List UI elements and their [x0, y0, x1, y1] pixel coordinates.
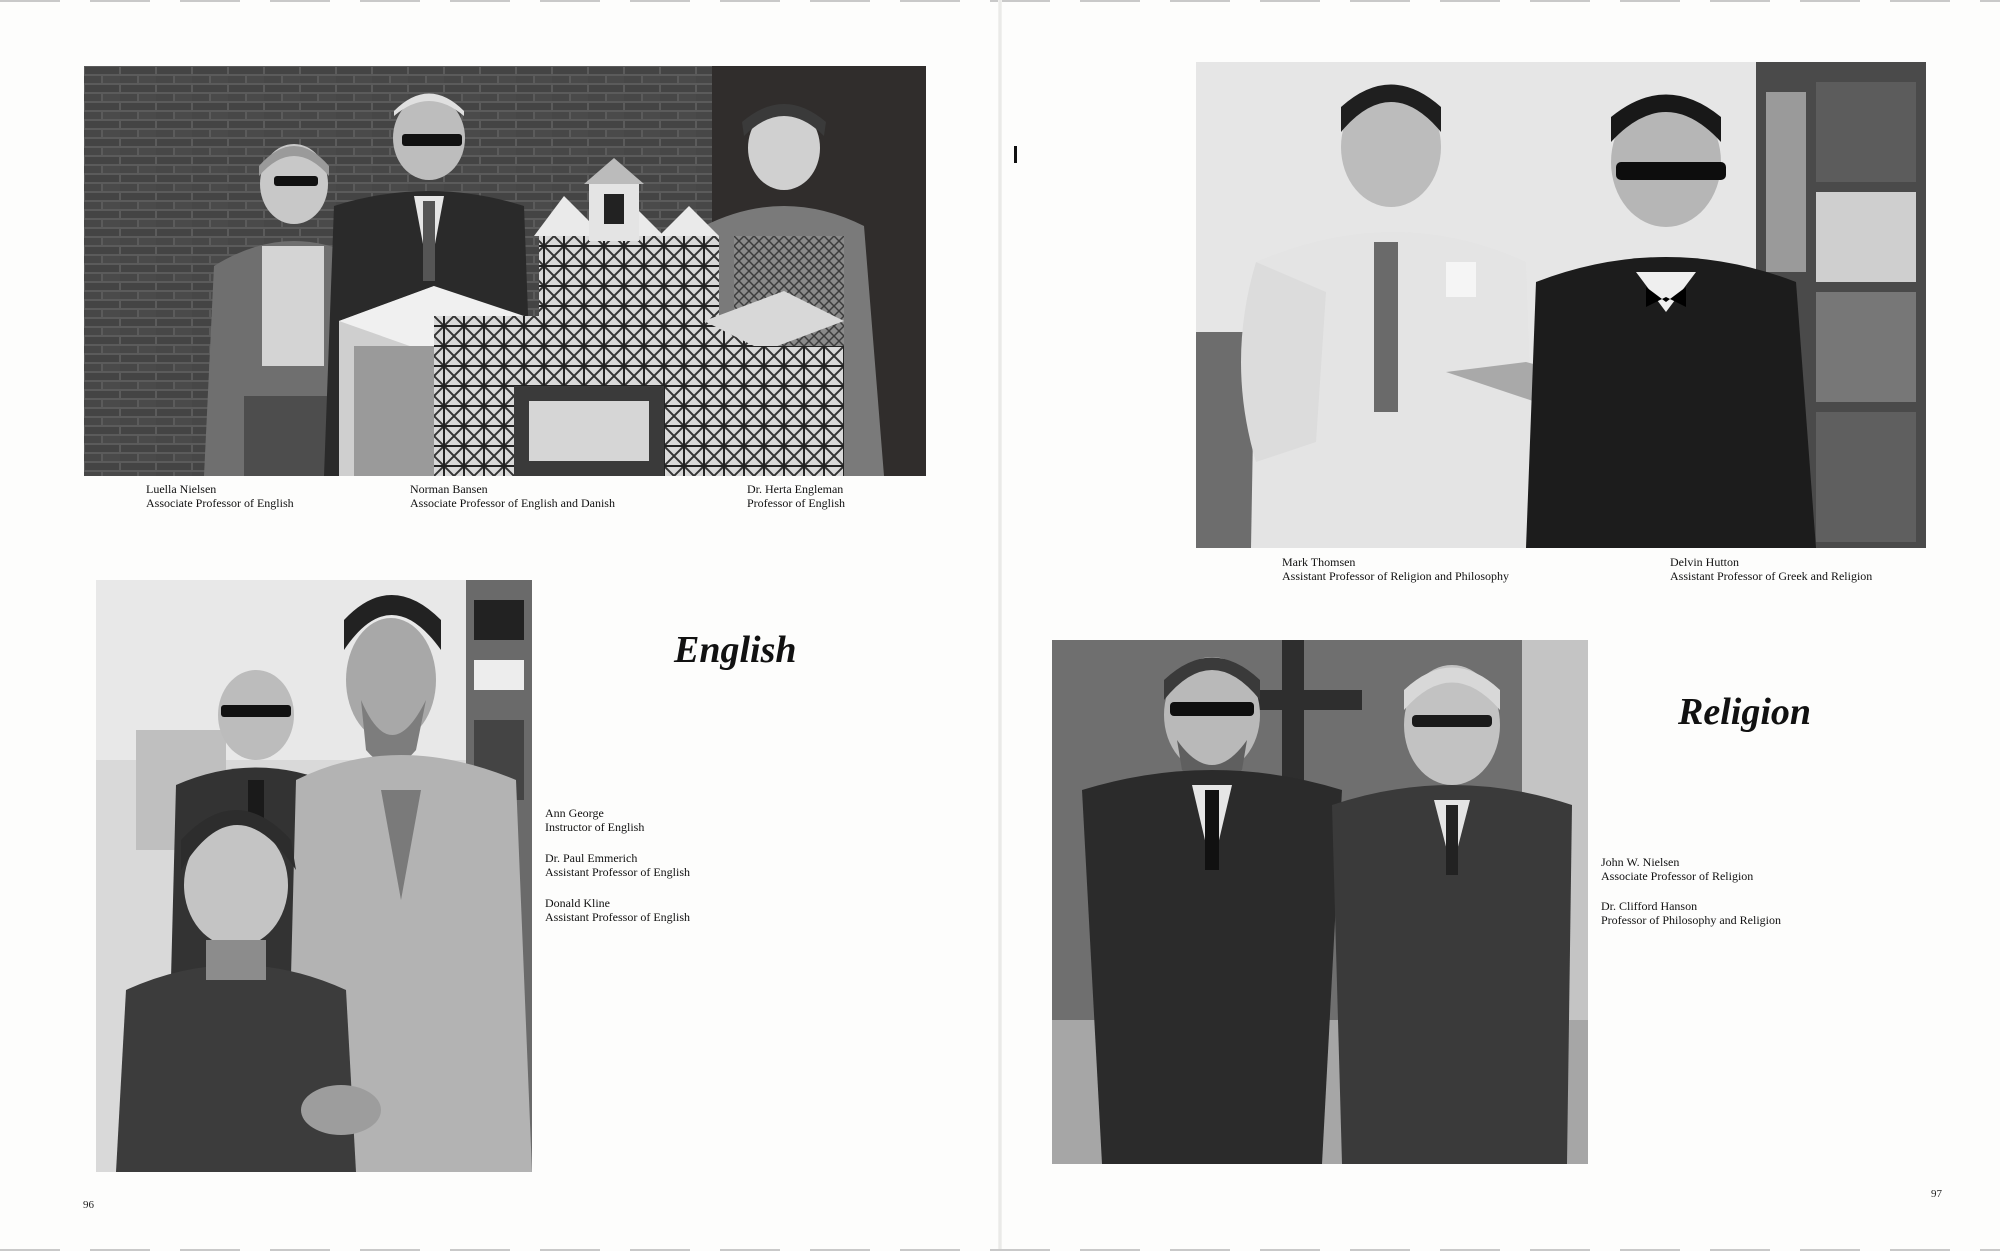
person-name: Mark Thomsen [1282, 555, 1356, 569]
section-title-english: English [674, 629, 797, 671]
person-title: Assistant Professor of Religion and Philosophy [1282, 569, 1509, 583]
caption-luella-nielsen [146, 482, 294, 510]
person-name: Dr. Clifford Hanson [1601, 899, 1698, 913]
caption-paul-emmerich [545, 851, 690, 879]
page-number-left: 96 [83, 1199, 94, 1211]
religion-faculty-library-photo [1196, 62, 1926, 548]
caption-donald-kline [545, 896, 690, 924]
caption-ann-george [545, 806, 644, 834]
person-name: Ann George [545, 806, 604, 820]
stray-print-mark [1014, 146, 1017, 163]
english-faculty-theater-photo [84, 66, 926, 476]
person-title: Instructor of English [545, 820, 645, 834]
section-title-religion: Religion [1678, 691, 1812, 733]
person-title: Professor of English [747, 496, 845, 510]
person-title: Assistant Professor of English [545, 865, 690, 879]
caption-norman-bansen [410, 482, 615, 510]
caption-herta-engleman [747, 482, 845, 510]
person-name: Luella Nielsen [146, 482, 217, 496]
caption-john-nielsen [1601, 855, 1753, 883]
person-name: Dr. Herta Engleman [747, 482, 844, 496]
person-title: Professor of Philosophy and Religion [1601, 913, 1781, 927]
person-title: Associate Professor of Religion [1601, 869, 1754, 883]
person-name: Norman Bansen [410, 482, 488, 496]
person-title: Associate Professor of English and Danish [410, 496, 615, 510]
person-title: Associate Professor of English [146, 496, 294, 510]
person-title: Assistant Professor of Greek and Religion [1670, 569, 1873, 583]
page-number-right: 97 [1931, 1188, 1942, 1200]
caption-mark-thomsen [1282, 555, 1509, 583]
person-name: Dr. Paul Emmerich [545, 851, 638, 865]
person-name: John W. Nielsen [1601, 855, 1680, 869]
person-name: Donald Kline [545, 896, 610, 910]
english-faculty-trio-photo [96, 580, 532, 1172]
person-title: Assistant Professor of English [545, 910, 690, 924]
caption-delvin-hutton [1670, 555, 1872, 583]
religion-faculty-chapel-photo [1052, 640, 1588, 1164]
person-name: Delvin Hutton [1670, 555, 1739, 569]
caption-clifford-hanson [1601, 899, 1781, 927]
page-gutter [998, 0, 1002, 1251]
